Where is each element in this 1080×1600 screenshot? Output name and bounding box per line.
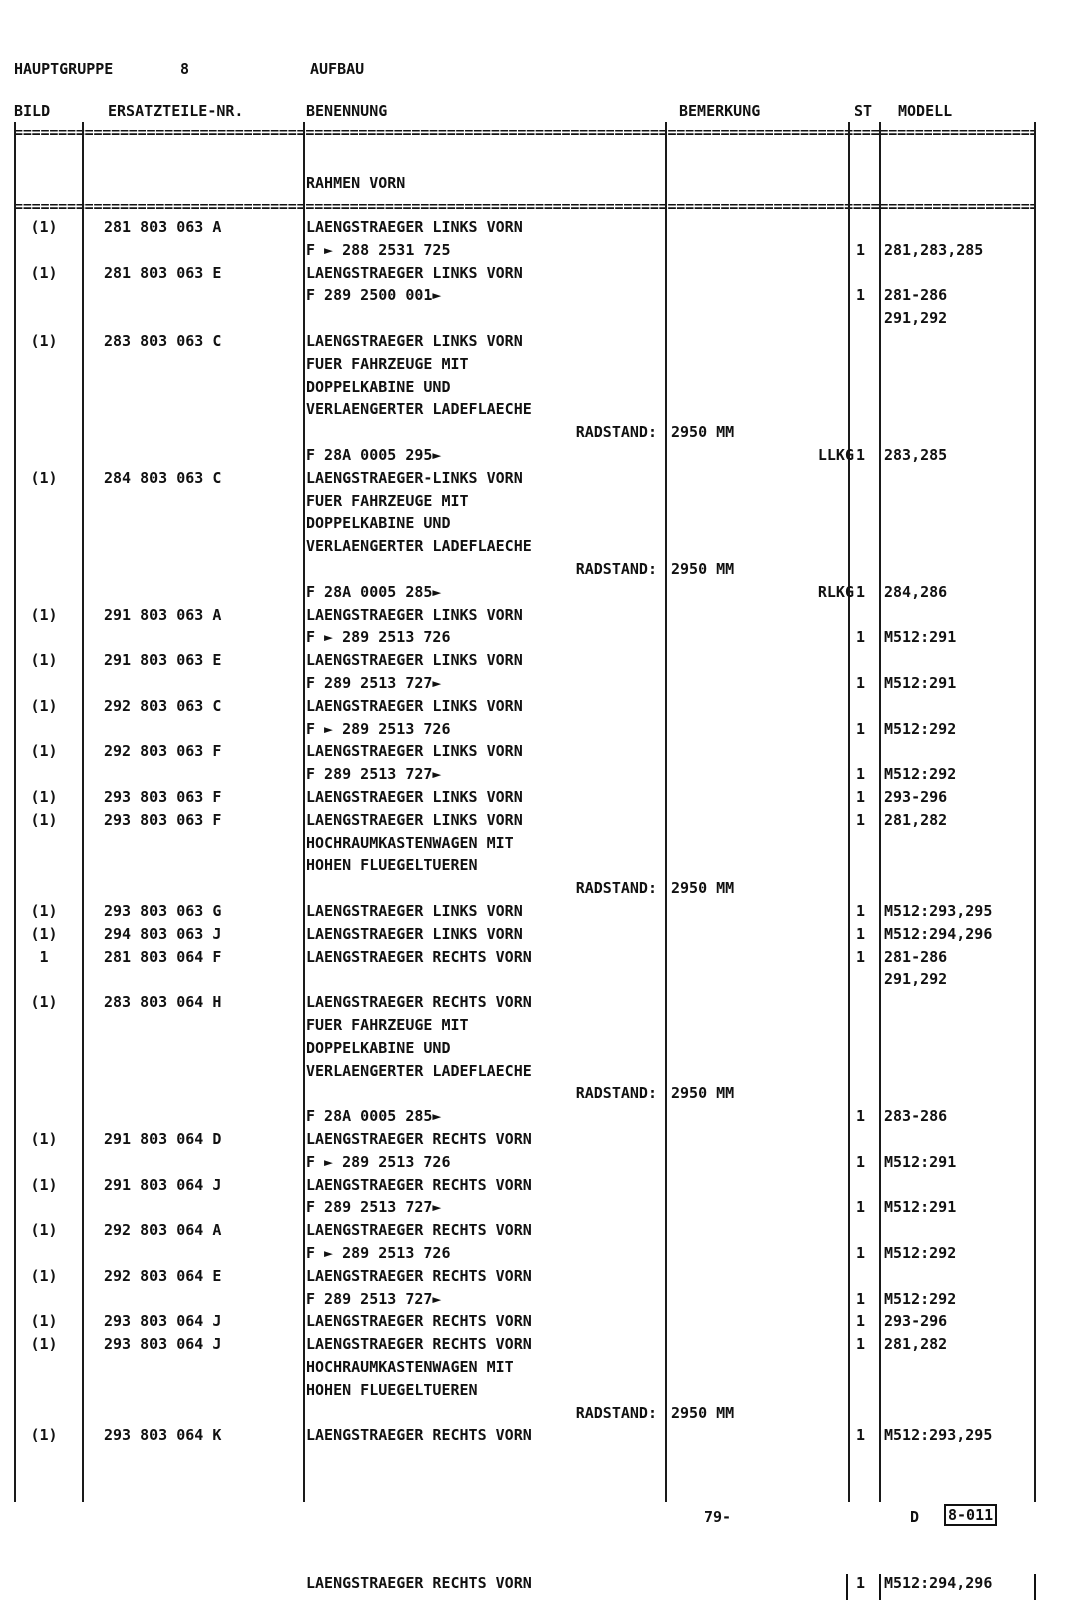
model: 281,283,285	[884, 240, 984, 259]
table-row	[0, 649, 1080, 672]
bild-cell: (1)	[30, 1266, 58, 1285]
part-number: 292 803 064 A	[104, 1221, 222, 1240]
part-description: F ► 289 2513 726	[306, 719, 451, 738]
part-description: F 289 2500 001►	[306, 286, 442, 305]
part-description: LAENGSTRAEGER-LINKS VORN	[306, 468, 523, 487]
table-row	[0, 398, 1080, 421]
part-number: 292 803 063 F	[104, 742, 222, 761]
model: M512:292	[884, 1289, 957, 1308]
model: 281-286	[884, 947, 948, 966]
table-row	[0, 353, 1080, 376]
part-number: 291 803 063 A	[104, 605, 222, 624]
table-row	[0, 1310, 1080, 1333]
table-row	[0, 1242, 1080, 1265]
table-row	[0, 307, 1080, 330]
col-header-bem: BEMERKUNG	[679, 102, 761, 120]
bild-cell: (1)	[30, 1335, 58, 1354]
table-row	[0, 1265, 1080, 1288]
group-label: HAUPTGRUPPE	[14, 60, 114, 78]
table-row	[0, 444, 1080, 467]
part-description: F ► 289 2513 726	[306, 1152, 451, 1171]
description-label: RADSTAND:	[575, 1084, 657, 1103]
remark: 2950 MM	[671, 423, 735, 442]
part-description: VERLAENGERTER LADEFLAECHE	[306, 400, 532, 419]
table-row	[0, 1151, 1080, 1174]
model: M512:292	[884, 1244, 957, 1262]
table-row	[0, 1128, 1080, 1151]
table-row	[0, 1219, 1080, 1242]
model: M512:291	[884, 1198, 957, 1217]
part-number: 293 803 063 F	[104, 810, 222, 829]
table-row	[0, 1174, 1080, 1197]
remark-code: RLKG	[817, 582, 854, 601]
model: M512:293,295	[884, 1426, 993, 1445]
table-row	[0, 763, 1080, 786]
table-row	[0, 558, 1080, 581]
bild-cell: (1)	[30, 468, 58, 487]
table-row	[0, 809, 1080, 832]
table-row	[0, 1105, 1080, 1128]
table-row	[0, 1424, 1080, 1447]
bild-cell: (1)	[30, 788, 58, 806]
part-number: 281 803 063 E	[104, 263, 222, 282]
part-number: 293 803 063 F	[104, 788, 222, 806]
part-number: 292 803 064 E	[104, 1266, 222, 1285]
table-row	[0, 923, 1080, 946]
part-description: LAENGSTRAEGER LINKS VORN	[306, 263, 523, 282]
quantity: 1	[856, 286, 866, 305]
part-description: DOPPELKABINE UND	[306, 1038, 451, 1057]
col-header-mod: MODELL	[898, 102, 953, 120]
part-description: LAENGSTRAEGER RECHTS VORN	[306, 1130, 532, 1148]
quantity: 1	[856, 1152, 866, 1171]
bild-cell: (1)	[30, 1221, 58, 1240]
bild-cell: (1)	[30, 902, 58, 920]
part-description: HOCHRAUMKASTENWAGEN MIT	[306, 833, 514, 852]
quantity: 1	[856, 947, 866, 966]
table-row	[0, 284, 1080, 307]
table-row	[0, 262, 1080, 285]
model: 284,286	[884, 582, 948, 601]
quantity: 1	[856, 628, 866, 647]
quantity: 1	[856, 719, 866, 738]
table-row	[0, 946, 1080, 969]
table-row	[0, 1333, 1080, 1356]
part-number: 291 803 064 D	[104, 1130, 222, 1148]
part-description: F 289 2513 727►	[306, 1198, 442, 1217]
table-row	[0, 1014, 1080, 1037]
part-description: F ► 289 2513 726	[306, 1244, 451, 1262]
description-label: RADSTAND:	[575, 1403, 657, 1422]
part-description: LAENGSTRAEGER RECHTS VORN	[306, 1175, 532, 1194]
quantity: 1	[856, 582, 866, 601]
part-description: FUER FAHRZEUGE MIT	[306, 1016, 469, 1034]
quantity: 1	[856, 810, 866, 829]
subsection-title: RAHMEN VORN	[306, 174, 406, 192]
language-code: D	[910, 1508, 920, 1526]
remark: 2950 MM	[671, 1084, 735, 1103]
bild-cell: (1)	[30, 1312, 58, 1331]
model: M512:294,296	[884, 924, 993, 943]
table-row	[0, 786, 1080, 809]
part-description: DOPPELKABINE UND	[306, 514, 451, 533]
quantity: 1	[856, 1107, 866, 1126]
part-description: HOHEN FLUEGELTUEREN	[306, 1380, 478, 1399]
part-description: LAENGSTRAEGER LINKS VORN	[306, 332, 523, 350]
model: M512:292	[884, 719, 957, 738]
remark-code: LLKG	[817, 446, 854, 464]
col-header-desc: BENENNUNG	[306, 102, 388, 120]
table-row	[0, 467, 1080, 490]
bild-cell: (1)	[30, 1426, 58, 1445]
part-description: DOPPELKABINE UND	[306, 377, 451, 396]
page-number: 79-	[704, 1508, 732, 1526]
part-description: F ► 288 2531 725	[306, 240, 451, 259]
quantity: 1	[856, 674, 866, 692]
remark: 2950 MM	[671, 560, 735, 578]
bild-cell: (1)	[30, 742, 58, 761]
part-number: 281 803 063 A	[104, 218, 222, 236]
part-description: LAENGSTRAEGER LINKS VORN	[306, 605, 523, 624]
quantity: 1	[856, 902, 866, 920]
table-row	[0, 1082, 1080, 1105]
table-row	[0, 991, 1080, 1014]
bild-cell: 1	[39, 947, 49, 966]
part-number: 293 803 064 K	[104, 1426, 222, 1445]
table-row	[0, 1379, 1080, 1402]
part-description: F ► 289 2513 726	[306, 628, 451, 647]
part-description: LAENGSTRAEGER LINKS VORN	[306, 651, 523, 670]
quantity: 1	[856, 1289, 866, 1308]
part-number: 291 803 063 E	[104, 651, 222, 670]
part-number: 292 803 063 C	[104, 696, 222, 715]
model: 281,282	[884, 1335, 948, 1354]
remark: 2950 MM	[671, 1403, 735, 1422]
remark: 2950 MM	[671, 879, 735, 898]
bild-cell: (1)	[30, 605, 58, 624]
part-description: LAENGSTRAEGER RECHTS VORN	[306, 947, 532, 966]
quantity: 1	[856, 1426, 866, 1445]
quantity: 1	[856, 1244, 866, 1262]
quantity: 1	[856, 1335, 866, 1354]
part-description: LAENGSTRAEGER LINKS VORN	[306, 788, 523, 806]
part-number: 283 803 063 C	[104, 332, 222, 350]
page-reference-box: 8-011	[944, 1504, 997, 1526]
next-page-desc: LAENGSTRAEGER RECHTS VORN	[306, 1574, 532, 1592]
quantity: 1	[856, 788, 866, 806]
part-number: 293 803 064 J	[104, 1312, 222, 1331]
table-row	[0, 1037, 1080, 1060]
part-description: LAENGSTRAEGER RECHTS VORN	[306, 1426, 532, 1445]
model: 291,292	[884, 309, 948, 328]
part-description: VERLAENGERTER LADEFLAECHE	[306, 1061, 532, 1080]
bild-cell: (1)	[30, 218, 58, 236]
model: 293-296	[884, 788, 948, 806]
table-row	[0, 581, 1080, 604]
quantity: 1	[856, 765, 866, 784]
part-number: 291 803 064 J	[104, 1175, 222, 1194]
part-description: F 28A 0005 285►	[306, 1107, 442, 1126]
table-row	[0, 1356, 1080, 1379]
next-page-st: 1	[856, 1574, 866, 1592]
table-row	[0, 330, 1080, 353]
table-row	[0, 740, 1080, 763]
part-description: LAENGSTRAEGER LINKS VORN	[306, 810, 523, 829]
part-description: LAENGSTRAEGER RECHTS VORN	[306, 993, 532, 1012]
part-number: 283 803 064 H	[104, 993, 222, 1012]
model: 283-286	[884, 1107, 948, 1126]
table-row	[0, 900, 1080, 923]
table-row	[0, 626, 1080, 649]
group-value: 8	[180, 60, 190, 78]
part-description: LAENGSTRAEGER LINKS VORN	[306, 742, 523, 761]
bild-cell: (1)	[30, 651, 58, 670]
table-row	[0, 1196, 1080, 1219]
table-row	[0, 376, 1080, 399]
bild-cell: (1)	[30, 1175, 58, 1194]
table-row	[0, 512, 1080, 535]
table-row	[0, 490, 1080, 513]
table-row	[0, 1288, 1080, 1311]
model: 291,292	[884, 970, 948, 989]
model: 293-296	[884, 1312, 948, 1331]
table-row	[0, 216, 1080, 239]
bild-cell: (1)	[30, 263, 58, 282]
description-label: RADSTAND:	[575, 560, 657, 578]
table-row	[0, 1060, 1080, 1083]
model: 281,282	[884, 810, 948, 829]
model: M512:292	[884, 765, 957, 784]
section-title: AUFBAU	[310, 60, 365, 78]
table-row	[0, 421, 1080, 444]
part-description: LAENGSTRAEGER RECHTS VORN	[306, 1335, 532, 1354]
description-label: RADSTAND:	[575, 423, 657, 442]
part-description: F 289 2513 727►	[306, 765, 442, 784]
part-description: LAENGSTRAEGER LINKS VORN	[306, 924, 523, 943]
part-number: 294 803 063 J	[104, 924, 222, 943]
col-header-st: ST	[854, 102, 873, 120]
description-label: RADSTAND:	[575, 879, 657, 898]
table-row	[0, 672, 1080, 695]
model: 281-286	[884, 286, 948, 305]
table-row	[0, 239, 1080, 262]
part-description: F 28A 0005 295►	[306, 446, 442, 464]
bild-cell: (1)	[30, 696, 58, 715]
part-description: F 289 2513 727►	[306, 1289, 442, 1308]
part-description: HOCHRAUMKASTENWAGEN MIT	[306, 1358, 514, 1376]
part-number: 284 803 063 C	[104, 468, 222, 487]
quantity: 1	[856, 924, 866, 943]
quantity: 1	[856, 240, 866, 259]
model: M512:291	[884, 628, 957, 647]
model: 283,285	[884, 446, 948, 464]
part-description: LAENGSTRAEGER LINKS VORN	[306, 218, 523, 236]
quantity: 1	[856, 446, 866, 464]
part-description: F 28A 0005 285►	[306, 582, 442, 601]
table-row	[0, 854, 1080, 877]
part-description: LAENGSTRAEGER LINKS VORN	[306, 696, 523, 715]
table-row	[0, 968, 1080, 991]
quantity: 1	[856, 1312, 866, 1331]
part-description: FUER FAHRZEUGE MIT	[306, 491, 469, 510]
table-row	[0, 1402, 1080, 1425]
bild-cell: (1)	[30, 993, 58, 1012]
model: M512:291	[884, 1152, 957, 1171]
table-row	[0, 695, 1080, 718]
model: M512:293,295	[884, 902, 993, 920]
bild-cell: (1)	[30, 1130, 58, 1148]
model: M512:291	[884, 674, 957, 692]
part-description: LAENGSTRAEGER RECHTS VORN	[306, 1312, 532, 1331]
part-number: 293 803 064 J	[104, 1335, 222, 1354]
table-row	[0, 535, 1080, 558]
part-number: 281 803 064 F	[104, 947, 222, 966]
part-description: VERLAENGERTER LADEFLAECHE	[306, 537, 532, 556]
quantity: 1	[856, 1198, 866, 1217]
part-description: F 289 2513 727►	[306, 674, 442, 692]
part-number: 293 803 063 G	[104, 902, 222, 920]
table-row	[0, 604, 1080, 627]
part-description: HOHEN FLUEGELTUEREN	[306, 856, 478, 875]
bild-cell: (1)	[30, 924, 58, 943]
part-description: LAENGSTRAEGER LINKS VORN	[306, 902, 523, 920]
bild-cell: (1)	[30, 332, 58, 350]
table-row	[0, 877, 1080, 900]
table-row	[0, 832, 1080, 855]
part-description: LAENGSTRAEGER RECHTS VORN	[306, 1266, 532, 1285]
col-header-bild: BILD	[14, 102, 51, 120]
table-row	[0, 718, 1080, 741]
next-page-mod: M512:294,296	[884, 1574, 993, 1592]
part-description: LAENGSTRAEGER RECHTS VORN	[306, 1221, 532, 1240]
col-header-part: ERSATZTEILE-NR.	[108, 102, 244, 120]
part-description: FUER FAHRZEUGE MIT	[306, 354, 469, 373]
bild-cell: (1)	[30, 810, 58, 829]
